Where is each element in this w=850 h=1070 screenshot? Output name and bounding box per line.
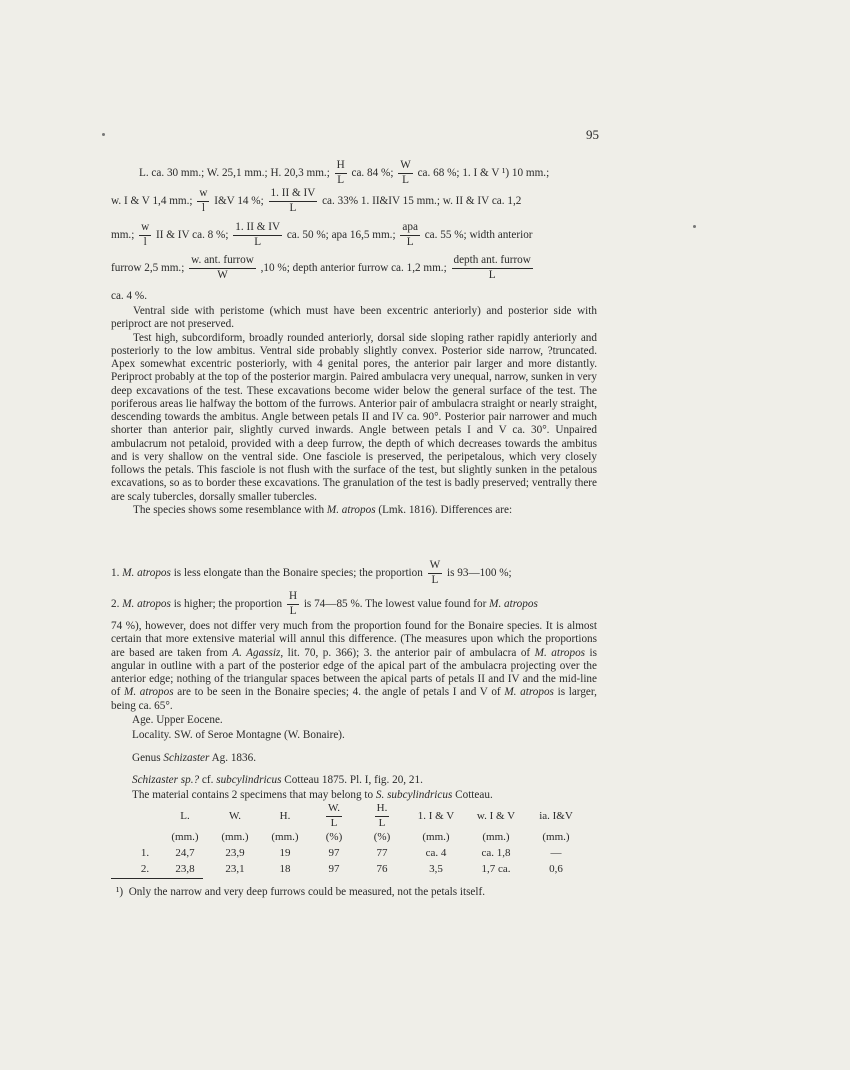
footnote-mark: ¹) — [116, 886, 124, 898]
species-name: M. atropos — [124, 686, 174, 699]
species-name: subcylindricus — [216, 774, 282, 786]
comparison-intro — [111, 504, 597, 517]
fraction-denominator: L — [488, 268, 496, 281]
footnote-text: Only the narrow and very deep furrows could be measured, not the petals itself. — [128, 886, 486, 898]
table-cell — [130, 829, 160, 845]
table-cell: 2. — [140, 863, 150, 876]
table-cell: 23,1 — [225, 863, 245, 876]
table-row — [130, 845, 586, 861]
text-run: is angular in outline with a part of the posterior edge of the apical part of the ambulacra projecting over the anterior edge; nothing of the triangular spaces between the apical parts of petals II and IV and the mid-line of — [111, 646, 598, 699]
measures-text: ca. 50 %; apa 16,5 mm.; — [286, 228, 396, 241]
text-run: is 74—85 %. The lowest value found for — [303, 597, 490, 610]
table-cell: 0,6 — [549, 863, 563, 876]
species-name: M. atropos — [534, 646, 586, 659]
fraction-w-l — [326, 803, 342, 829]
measures-text: L. ca. 30 mm.; W. 25,1 mm.; H. 20,3 mm.; — [139, 166, 330, 179]
fraction-numerator: w — [197, 188, 209, 202]
table-cell: 76 — [376, 863, 388, 876]
table-cell: 97 — [328, 863, 340, 876]
table-header-cell: 1. I & V — [417, 810, 455, 823]
fraction-furrow-w — [189, 255, 256, 282]
table-header-cell: L. — [180, 810, 190, 823]
table-cell: 1,7 ca. — [481, 863, 511, 876]
fraction-denominator: L — [378, 816, 386, 829]
fraction-w-l — [428, 560, 443, 587]
fraction-denominator: L — [289, 201, 297, 214]
fraction-numerator: depth ant. furrow — [452, 255, 533, 269]
table-unit-cell: (mm.) — [542, 831, 570, 844]
table-header-row — [130, 803, 586, 829]
text-run: 2. — [111, 597, 123, 610]
fraction-denominator: W — [217, 268, 228, 281]
difference-1 — [111, 560, 512, 587]
fraction-h-l — [335, 160, 347, 187]
measures-text: ca. 84 %; — [351, 166, 394, 179]
fraction-numerator: H — [335, 160, 347, 174]
table-unit-cell: (mm.) — [482, 831, 510, 844]
measures-text: II & IV ca. 8 %; — [156, 228, 229, 241]
table-header-cell — [310, 803, 358, 829]
species-name: M. atropos — [122, 597, 171, 610]
description-paragraph: Test high, subcordiform, broadly rounded anteriorly, dorsal side sloping rather rapidly anteriorly and posteriorly to the low ambitus. Ventral side probably slightly convex. Posterior side narrow, ?truncated. Apex somewhat excentric posteriorly, with 4 genital pores, the anterior pair larger and more distantly. Periproct probably at the top of the posterior margin. Paired ambulacra very unequal, narrow, sunken in very deep excavations of the test. These excavations become wider below the general surface of the test. The poriferous areas lie halfway the bottom of the furrows. Anterior pair of ambulacra straight or nearly straight, descending towards the ambitus. Angle between petals II and IV ca. 90°. Posterior pair narrower and much shorter than anterior pair, slightly curved inwards. Angle between petals I and V ca. 30°. Unpaired ambulacrum not petaloid, provided with a deep furrow, the depth of which decreases towards the ambitus and is very shallow on the ventral side. One fasciole is preserved, the peripetalous, which very closely follows the petals. This fasciole is not flush with the surface of the test, but slightly sunken in the petalous excavations, so as to border these excavations. The granulation of the test is badly preserved; ventrally there are scaly tubercles, dorsally smaller tubercles. — [111, 331, 597, 503]
species-name: M. atropos — [326, 503, 376, 516]
fraction-petal-l — [269, 188, 318, 215]
fraction-w-l — [197, 188, 209, 215]
footnote — [116, 886, 485, 898]
fraction-numerator: w — [139, 222, 151, 236]
table-cell: 19 — [279, 847, 291, 860]
measures-text: I&V 14 %; — [214, 194, 264, 207]
fraction-numerator: W — [398, 160, 413, 174]
fraction-w-l — [398, 160, 413, 187]
measures-line-1 — [139, 160, 549, 187]
table-cell: ca. 4 — [425, 847, 447, 860]
fraction-h-l — [375, 803, 390, 829]
description-paragraph: Ventral side with peristome (which must have been excentric anteriorly) and posterior side with periproct are not preserved. — [111, 305, 597, 331]
text-run: is 93—100 %; — [447, 566, 512, 579]
text-run: 74 %), however, does not differ very much from the proportion found for the Bonaire species. It is almost certain that more extensive material will annul this difference. (The measures upon which the proportions are based are taken from — [111, 620, 597, 659]
fraction-numerator: W — [428, 560, 443, 574]
table-cell: 97 — [328, 847, 340, 860]
fraction-numerator: 1. II & IV — [269, 188, 318, 202]
fraction-denominator: l — [201, 201, 205, 214]
table-header-cell — [130, 803, 160, 829]
fraction-denominator: L — [289, 604, 297, 617]
table-cell: — — [550, 847, 562, 860]
table-unit-cell: (mm.) — [171, 831, 199, 844]
table-unit-cell: (mm.) — [221, 831, 249, 844]
table-unit-cell: (mm.) — [422, 831, 450, 844]
table-unit-cell: (%) — [325, 831, 343, 844]
text-run: (Lmk. 1816). Differences are: — [375, 503, 513, 516]
fraction-numerator: 1. II & IV — [233, 222, 282, 236]
fraction-numerator: W. — [326, 803, 342, 817]
species-heading — [132, 774, 423, 786]
fraction-h-l — [287, 591, 299, 618]
comparison-paragraph — [111, 620, 597, 713]
genus-name: Schizaster — [163, 752, 210, 764]
fraction-numerator: apa — [400, 222, 420, 236]
comparison-continuation — [111, 620, 597, 713]
table-cell: 23,8 — [175, 863, 195, 876]
table-cell: 23,9 — [225, 847, 245, 860]
table-header-cell: W. — [228, 810, 242, 823]
paper-speck — [693, 225, 696, 228]
table-units-row — [130, 829, 586, 845]
species-name: M. atropos — [122, 566, 171, 579]
text-run: Cotteau. — [452, 789, 493, 801]
fraction-numerator: w. ant. furrow — [189, 255, 256, 269]
fraction-petal-l — [233, 222, 282, 249]
fraction-numerator: H. — [375, 803, 390, 817]
table-header-cell: w. I & V — [476, 810, 516, 823]
author-name: A. Agassiz — [232, 646, 281, 659]
measures-line-2 — [111, 188, 521, 215]
table-unit-cell: (%) — [373, 831, 391, 844]
fraction-denominator: L — [402, 173, 409, 186]
fraction-denominator: L — [431, 573, 439, 586]
table-header-cell: H. — [279, 810, 291, 823]
fraction-denominator: L — [337, 173, 345, 186]
species-name: S. subcylindricus — [375, 789, 453, 801]
footnote-divider — [111, 878, 203, 879]
fraction-denominator: L — [406, 235, 414, 248]
text-run: are to be seen in the Bonaire species; 4. the angle of petals I and V of — [173, 686, 505, 699]
measures-text: ca. 55 %; width anterior — [424, 228, 533, 241]
measures-text: mm.; — [111, 228, 135, 241]
species-name: M. atropos — [504, 686, 554, 699]
page-number: 95 — [586, 127, 599, 142]
genus-heading — [132, 752, 256, 764]
material-line — [132, 789, 493, 801]
text-run: Cotteau 1875. Pl. I, fig. 20, 21. — [281, 774, 423, 786]
fraction-depth-l — [452, 255, 533, 282]
age-line: Age. Upper Eocene. — [132, 714, 223, 726]
text-run: Genus — [132, 752, 164, 764]
table-cell: ca. 1,8 — [481, 847, 511, 860]
table-cell: 24,7 — [175, 847, 195, 860]
fraction-denominator: l — [143, 235, 147, 248]
description-block — [111, 305, 597, 517]
text-run: Ag. 1836. — [209, 752, 257, 764]
measures-text: ,10 %; depth anterior furrow ca. 1,2 mm.; — [260, 261, 447, 274]
measures-line-3 — [111, 222, 533, 249]
locality-line: Locality. SW. of Seroe Montagne (W. Bonaire). — [132, 729, 345, 741]
text-run: , lit. 70, p. 366); 3. the anterior pair of ambulacra of — [280, 646, 535, 659]
table-cell: 18 — [279, 863, 291, 876]
fraction-denominator: L — [330, 816, 338, 829]
measurement-table — [130, 803, 586, 877]
measures-text: furrow 2,5 mm.; — [111, 261, 185, 274]
table-cell: 1. — [140, 847, 150, 860]
measures-text: ca. 68 %; 1. I & V ¹) 10 mm.; — [417, 166, 550, 179]
text-run: 1. — [111, 566, 123, 579]
difference-2 — [111, 591, 538, 618]
text-run: is higher; the proportion — [170, 597, 283, 610]
text-run: The material contains 2 specimens that may belong to — [132, 789, 376, 801]
table-cell: 3,5 — [429, 863, 443, 876]
text-run: cf. — [199, 774, 217, 786]
table-header-cell: ia. I&V — [539, 810, 573, 823]
text-run: is less elongate than the Bonaire species; the proportion — [170, 566, 423, 579]
text-run: The species shows some resemblance with — [133, 503, 327, 516]
table-cell: 77 — [376, 847, 388, 860]
measures-line-5: ca. 4 %. — [111, 290, 148, 302]
fraction-apa-l — [400, 222, 420, 249]
table-row — [130, 861, 586, 877]
table-header-cell — [358, 803, 406, 829]
text-run: is larger, being ca. 65°. — [111, 686, 597, 712]
measures-line-4 — [111, 255, 535, 282]
fraction-denominator: L — [254, 235, 262, 248]
species-name: Schizaster sp.? — [132, 774, 200, 786]
species-name: M. atropos — [489, 597, 538, 610]
paper-speck — [102, 133, 105, 136]
fraction-w-l — [139, 222, 151, 249]
measures-text: ca. 33% 1. II&IV 15 mm.; w. II & IV ca. 1,2 — [322, 194, 522, 207]
fraction-numerator: H — [287, 591, 299, 605]
measures-text: w. I & V 1,4 mm.; — [111, 194, 193, 207]
table-unit-cell: (mm.) — [271, 831, 299, 844]
